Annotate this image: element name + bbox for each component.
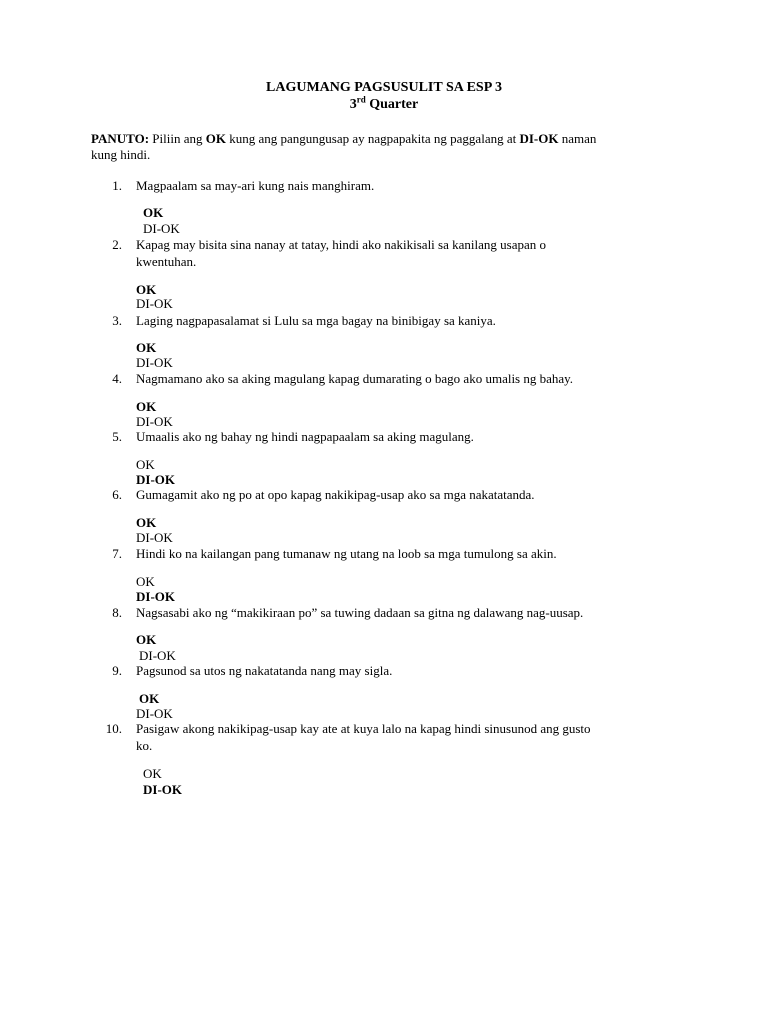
instructions-label: PANUTO: [91,131,150,146]
option-ok[interactable]: OK [136,632,157,647]
option-ok[interactable]: OK [136,515,157,530]
instructions-diok: DI-OK [519,131,559,146]
question-text: Nagmamano ako sa aking magulang kapag dumarating o bago ako umalis ng bahay. [136,371,574,386]
quarter-word: Quarter [365,97,419,112]
question-text: Nagsasabi ako ng “makikiraan po” sa tuwing dadaan sa gitna ng dalawang nag-uusap. [136,605,584,620]
question-text: Pasigaw akong nakikipag-usap kay ate at kuya lalo na kapag hindi sinusunod ang gusto [136,721,591,736]
question-text: Magpaalam sa may-ari kung nais manghiram. [136,178,375,193]
option-di-ok[interactable]: DI-OK [136,296,173,311]
question-number: 8. [112,605,122,620]
option-ok[interactable]: OK [136,282,157,297]
quarter-heading [0,94,768,113]
question-number: 2. [112,237,122,252]
option-di-ok[interactable]: DI-OK [136,589,175,604]
question-text: Kapag may bisita sina nanay at tatay, hindi ako nakikisali sa kanilang usapan o [136,237,546,252]
question-text: kwentuhan. [136,254,197,269]
question-number: 10. [105,721,122,736]
instructions-line-1 [91,131,691,147]
option-ok[interactable]: OK [143,205,164,220]
instructions-text: kung ang pangungusap ay nagpapakita ng paggalang at [225,131,520,146]
question-text: Laging nagpapasalamat si Lulu sa mga bagay na binibigay sa kaniya. [136,313,496,328]
option-ok[interactable]: OK [136,340,157,355]
option-di-ok[interactable]: DI-OK [136,414,173,429]
question-number: 1. [112,178,122,193]
instructions-ok: OK [205,131,226,146]
option-di-ok[interactable]: DI-OK [136,472,175,487]
quarter-suffix: rd [356,94,366,105]
question-number: 7. [112,546,122,561]
option-di-ok[interactable]: DI-OK [143,221,180,236]
question-text: ko. [136,738,153,753]
question-text: Umaalis ako ng bahay ng hindi nagpapaalam sa aking magulang. [136,429,474,444]
question-text: Gumagamit ako ng po at opo kapag nakikipag-usap ako sa mga nakatatanda. [136,487,535,502]
instructions-text: naman [558,131,597,146]
option-di-ok[interactable]: DI-OK [139,648,176,663]
question-text: Hindi ko na kailangan pang tumanaw ng utang na loob sa mga tumulong sa akin. [136,546,557,561]
question-number: 5. [112,429,122,444]
question-number: 4. [112,371,122,386]
quarter-number: 3 [349,97,357,112]
question-text: Pagsunod sa utos ng nakatatanda nang may sigla. [136,663,393,678]
instructions [91,131,691,163]
option-di-ok[interactable]: DI-OK [136,706,173,721]
option-di-ok[interactable]: DI-OK [136,530,173,545]
option-ok[interactable]: OK [143,766,162,781]
instructions-line-2: kung hindi. [91,147,151,162]
option-ok[interactable]: OK [136,457,155,472]
option-di-ok[interactable]: DI-OK [143,782,182,797]
question-number: 9. [112,663,122,678]
option-ok[interactable]: OK [136,399,157,414]
option-di-ok[interactable]: DI-OK [136,355,173,370]
worksheet-title: LAGUMANG PAGSUSULIT SA ESP 3 [266,80,502,95]
option-ok[interactable]: OK [139,691,160,706]
question-number: 6. [112,487,122,502]
instructions-text: Piliin ang [149,131,206,146]
question-number: 3. [112,313,122,328]
option-ok[interactable]: OK [136,574,155,589]
